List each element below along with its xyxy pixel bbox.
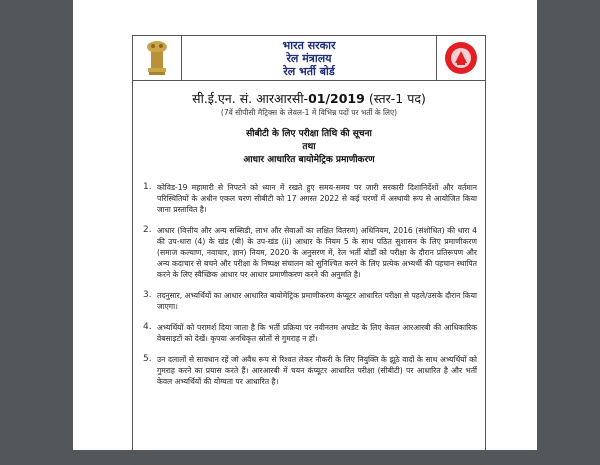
document-page — [73, 0, 537, 450]
paragraph: 4. अभ्यर्थियों को परामर्श दिया जाता है कि भर्ती प्रक्रिया पर नवीनतम अपडेट के लिए केवल आरआरबी की आधिकारिक वेबसाइटों को देखें। कृपया अनधिकृत स्रोतों से गुमराह न हों। — [143, 322, 477, 343]
national-emblem-icon — [145, 39, 169, 77]
org-line-board: रेल भर्ती बोर्ड — [283, 64, 335, 78]
notice-subtitle: (7वें सीपीसी मैट्रिक्स के लेवल-1 में विभिन्न पदों पर भर्ती के लिए) — [220, 108, 398, 117]
paragraph: 3. तदनुसार, अभ्यर्थियों का आधार आधारित बायोमेट्रिक प्रमाणीकरण कंप्यूटर आधारित परीक्षा से पहले/उसके दौरान किया जाएगा। — [143, 290, 477, 311]
letterhead — [133, 36, 485, 81]
org-name-block — [182, 36, 436, 80]
notice-number: सी.ई.एन. सं. आरआरसी-01/2019 (स्तर-1 पद) — [192, 91, 426, 106]
paragraph: 5. उन दलालों से सावधान रहें जो अवैध रूप से रिश्वत लेकर नौकरी के लिए नियुक्ति के झूठे वादों के साथ अभ्यर्थियों को गुमराह करने का प्रयास करते हैं। आरआरबी में चयन कंप्यूटर आधारित परीक्षा (सीबीटी) पर आधारित है और भर्ती केवल अभ्यर्थियों की योग्यता पर आधारित है। — [143, 354, 477, 386]
title-line-2: तथा — [302, 142, 316, 152]
notice-title — [133, 128, 485, 167]
title-line-1: सीबीटी के लिए परीक्षा तिथि की सूचना — [246, 129, 372, 139]
notice-frame — [132, 35, 486, 465]
org-line-ministry: रेल मंत्रालय — [286, 51, 332, 65]
title-line-3: आधार आधारित बायोमेट्रिक प्रमाणीकरण — [243, 155, 375, 165]
paragraph: 1. कोविड-19 महामारी से निपटने को ध्यान में रखते हुए समय-समय पर जारी सरकारी दिशानिर्देशों और वर्तमान परिस्थितियों के अधीन एकल चरण सीबीटी को 17 अगस्त 2022 से कई चरणों में अस्थायी रूप से आयोजित किया जाना प्रस्तावित है। — [143, 182, 477, 214]
paragraph: 2. आधार (वित्तीय और अन्य सब्सिडी, लाभ और सेवाओं का लक्षित वितरण) अधिनियम, 2016 (संशोधित) की धारा 4 की उप-धारा (4) के खंड (बी) के उप-खंड (ii) आधार के नियम 5 के साथ पठित सुशासन के लिए प्रमाणीकरण (समाज कल्याण, नवाचार, ज्ञान) नियम, 2020 के अनुसरण में, रेल भर्ती बोर्डों को परीक्षा के दौरान प्रतिरूपण और अन्य कदाचार से बचने और परीक्षा के निष्पक्ष संचालन को सुनिश्चित करने के लिए प्रत्येक अभ्यर्थी की पहचान स्थापित करने के लिए स्वैच्छिक आधार पर आधार प्रमाणीकरण करने की अनुमति है। — [143, 225, 477, 279]
paragraph-list — [143, 182, 477, 397]
indian-railways-seal-icon — [444, 41, 478, 75]
seal-cell — [436, 36, 485, 80]
org-line-government: भारत सरकार — [282, 38, 336, 52]
emblem-cell — [133, 36, 182, 80]
